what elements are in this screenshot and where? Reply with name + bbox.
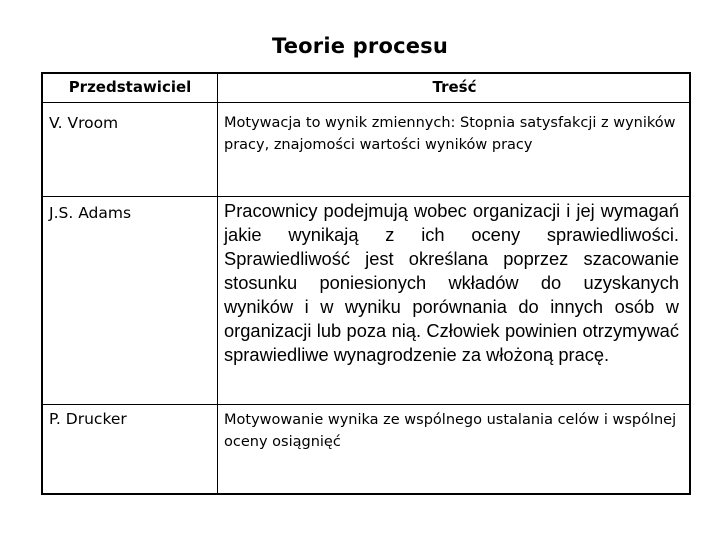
column-divider (217, 74, 218, 493)
row-drucker-content: Motywowanie wynika ze wspólnego ustalania celów i wspólnej oceny osiągnięć (224, 412, 677, 450)
row-divider (43, 404, 689, 405)
header-content: Treść (432, 78, 477, 96)
row-divider (43, 196, 689, 197)
page-title: Teorie procesu (271, 34, 449, 58)
row-vroom-name: V. Vroom (49, 114, 119, 132)
header-divider (43, 102, 689, 103)
header-representative: Przedstawiciel (68, 78, 192, 96)
row-vroom-content: Motywacja to wynik zmiennych: Stopnia satysfakcji z wyników pracy, znajomości wartości wyników pracy (224, 115, 676, 153)
row-drucker-name: P. Drucker (49, 410, 127, 428)
theories-table (41, 72, 691, 495)
row-adams-name: J.S. Adams (49, 204, 132, 222)
row-adams-content: Pracownicy podejmują wobec organizacji i jej wymagań jakie wynikają z ich oceny sprawiedliwości. Sprawiedliwość jest określana poprzez szacowanie stosunku poniesionych wkładów do uzyskanych wyników i w wyniku porównania do innych osób w organizacji lub poza nią. Człowiek powinien otrzymywać sprawiedliwe wynagrodzenie za włożoną pracę. (224, 200, 679, 365)
